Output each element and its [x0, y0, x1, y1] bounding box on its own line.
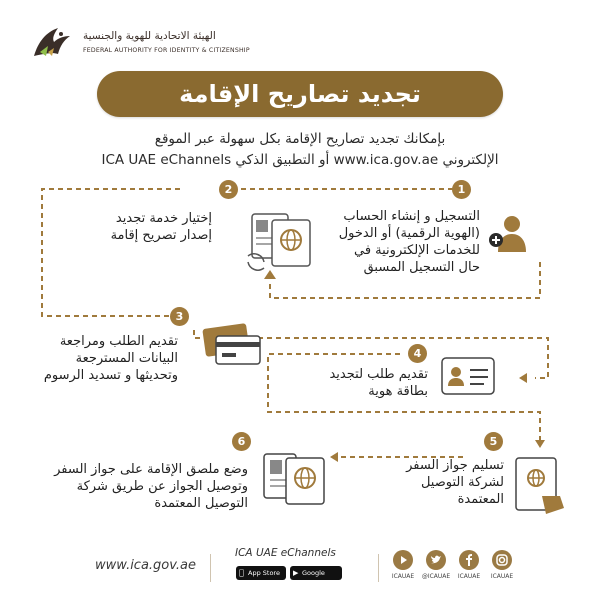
- instagram-icon[interactable]: [492, 550, 512, 570]
- echannels-label: ICA UAE eChannels: [235, 547, 336, 559]
- step-3-number: 3: [170, 307, 189, 326]
- youtube-icon[interactable]: [393, 550, 413, 570]
- apple-icon: [239, 566, 244, 580]
- intro-line-1: بإمكانك تجديد تصاريح الإقامة بكل سهولة عبر الموقع: [154, 131, 446, 147]
- step-3-text: تقديم الطلب ومراجعة البيانات المسترجعة وتحديثها و تسديد الرسوم: [43, 334, 178, 383]
- step-5-number: 5: [484, 432, 503, 451]
- instagram-label: ICAUAE: [490, 573, 514, 580]
- logo-arabic-text: الهيئة الاتحادية للهوية والجنسية: [83, 30, 216, 42]
- payment-cards-icon: [202, 322, 264, 368]
- step-2-number: 2: [219, 180, 238, 199]
- step-2-text: إختيار خدمة تجديد إصدار تصريح إقامة: [110, 211, 212, 243]
- youtube-label: ICAUAE: [391, 573, 415, 580]
- facebook-label: ICAUAE: [457, 573, 481, 580]
- app-store-button[interactable]: App Store: [236, 566, 286, 580]
- step-5-text: تسليم جواز السفر لشركة التوصيل المعتمدة: [406, 458, 504, 507]
- intro-line-2: الإلكتروني www.ica.gov.ae أو التطبيق الذكي ICA UAE eChannels: [101, 152, 499, 168]
- passport-renew-icon: [244, 212, 316, 274]
- step-4-text: تقديم طلب لتجديد بطاقة هوية: [329, 367, 428, 399]
- google-play-button[interactable]: ▶ Google play: [290, 566, 342, 580]
- play-icon: ▶: [293, 569, 299, 577]
- footer-divider-left: [210, 554, 211, 582]
- facebook-icon[interactable]: [459, 550, 479, 570]
- id-card-icon: [440, 356, 496, 398]
- page-title-banner: تجديد تصاريح الإقامة: [97, 71, 503, 117]
- footer-divider-right: [378, 554, 379, 582]
- logo-english-text: FEDERAL AUTHORITY FOR IDENTITY & CITIZENSHIP: [83, 47, 250, 54]
- step-6-text: وضع ملصق الإقامة على جواز السفر وتوصيل الجواز عن طريق شركة التوصيل المعتمدة: [54, 462, 248, 511]
- passport-delivery-icon: [262, 452, 328, 506]
- user-add-icon: [486, 212, 532, 258]
- footer-website-link[interactable]: www.ica.gov.ae: [95, 558, 196, 573]
- twitter-icon[interactable]: [426, 550, 446, 570]
- twitter-label: @ICAUAE: [421, 573, 451, 580]
- passport-handover-icon: [512, 456, 566, 518]
- step-1-number: 1: [452, 180, 471, 199]
- step-1-text: التسجيل و إنشاء الحساب (الهوية الرقمية) أو الدخول للخدمات الإلكترونية في حال التسجيل المسبق: [338, 209, 480, 275]
- step-6-number: 6: [232, 432, 251, 451]
- step-4-number: 4: [408, 344, 427, 363]
